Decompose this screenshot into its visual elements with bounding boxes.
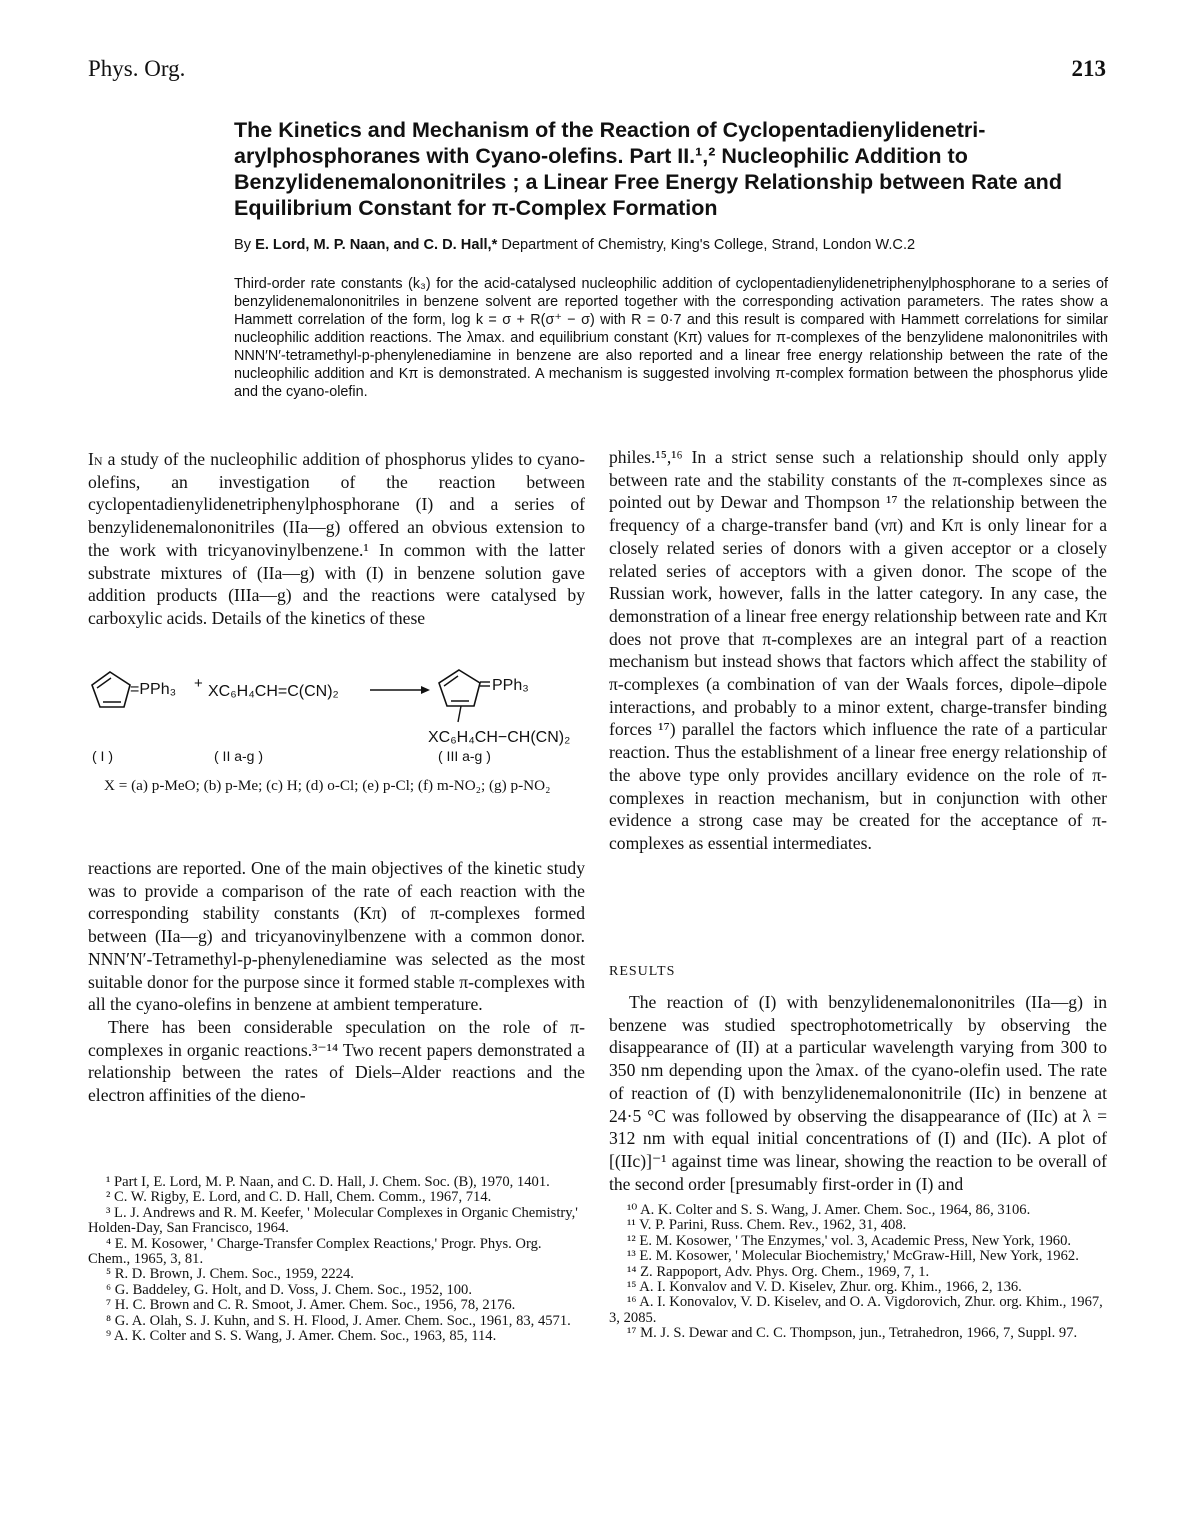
footnote: ¹⁰ A. K. Colter and S. S. Wang, J. Amer. Chem. Soc., 1964, 86, 3106. [627,1202,1031,1218]
footnote: ¹⁷ M. J. S. Dewar and C. C. Thompson, jun., Tetrahedron, 1966, 7, Suppl. 97. [627,1325,1078,1342]
reaction-arrow-head [421,686,430,694]
byline-prefix: By [234,237,252,253]
column-left [88,448,585,630]
results-paragraph: The reaction of (I) with benzylidenemalononitriles (IIa—g) in benzene was studied spectrophotometrically by observing the disappearance of (II) at a particular wavelength varying from 300 to 350 nm depending upon the λmax. of the cyano-olefin used. The rate of reaction of (I) with benzylidenemalononitrile (IIc) in benzene at 24·5 °C was followed by observing the disappearance of (IIc) at λ = 312 nm with equal initial concentrations of (I) and (IIc). A plot of [(IIc)]⁻¹ against time was linear, showing the reaction to be overall of the second order [presumably first-order in (I) and [609,992,1107,1194]
footnote: ⁶ G. Baddeley, G. Holt, and D. Voss, J. Chem. Soc., 1952, 100. [106,1281,473,1298]
byline [234,237,1114,253]
footnote: ¹⁶ A. I. Konovalov, V. D. Kiselev, and O. A. Vigdorovich, Zhur. org. Khim., 1967, 3, 2085. [609,1294,1103,1326]
reagent-1-label: =PPh₃ [130,681,177,698]
abstract: Third-order rate constants (k₃) for the acid-catalysed nucleophilic addition of cyclopentadienylidenetriphenylphosphorane to a series of benzylidenemalononitriles in benzene solvent are reported together with the corresponding activation parameters. The rates show a Hammett correlation of the form, log k = σ + R(σ⁺ − σ) with R = 0·7 and this result is compared with Hammett correlations for similar nucleophilic addition reactions. The λmax. and equilibrium constant (Kπ) values for π-complexes of the benzylidene malononitriles with NNN′N′-tetramethyl-p-phenylenediamine in benzene are also reported and a linear free energy relationship between the rate of the nucleophilic addition and Kπ is demonstrated. A mechanism is suggested involving π-complex formation between the phosphorus ylide and the cyano-olefin. [234,276,1108,400]
footnote: ¹⁵ A. I. Konvalov and V. D. Kiselev, Zhur. org. Khim., 1966, 2, 136. [627,1279,1022,1296]
footnote: ¹² E. M. Kosower, ' The Enzymes,' vol. 3, Academic Press, New York, 1960. [627,1232,1072,1249]
affiliation: Department of Chemistry, King's College, Strand, London W.C.2 [501,237,916,253]
page-number: 213 [1071,56,1106,81]
intro-paragraph-text: a study of the nucleophilic addition of phosphorus ylides to cyano-olefins, an investigation of the reaction between cyclopentadienylidenetriphenylphosphorane (I) and a series of benzylidenemalononitriles (IIa—g) offered an obvious extension to the work with tricyanovinylbenzene.¹ In common with the latter substrate mixtures of (IIa—g) with (I) in benzene solution gave addition products (IIIa—g) and the reactions were catalysed by carboxylic acids. Details of the kinetics of these [88,449,585,628]
footnote: ⁹ A. K. Colter and S. S. Wang, J. Amer. Chem. Soc., 1963, 85, 114. [106,1328,497,1345]
footnote: ³ L. J. Andrews and R. M. Keefer, ' Molecular Complexes in Organic Chemistry,' Holden-Day, San Francisco, 1964. [88,1204,578,1237]
objectives-paragraph: reactions are reported. One of the main objectives of the kinetic study was to provide a comparison of the rate of each reaction with the corresponding stability constants (Kπ) of π-complexes formed between (IIa—g) and tricyanovinylbenzene with a common donor. NNN′N′-Tetramethyl-p-phenylenediamine was selected as the most suitable donor for the purpose since it formed stable π-complexes with all the cyano-olefins in benzene at ambient temperature. [88,858,585,1015]
results-section [609,991,1107,1195]
drop-in-text: In [88,449,103,469]
reaction-scheme [88,664,588,764]
speculation-paragraph: There has been considerable speculation on the role of π-complexes in organic reactions.³⁻¹⁴ Two recent papers demonstrated a relationship between the rates of Diels–Alder reactions and the electron affinities of the dieno- [88,1016,585,1106]
footnote: ¹ Part I, E. Lord, M. P. Naan, and C. D. Hall, J. Chem. Soc. (B), 1970, 1401. [106,1174,550,1190]
footnotes-right [609,1203,1107,1342]
footnote: ⁸ G. A. Olah, S. J. Kuhn, and S. H. Flood, J. Amer. Chem. Soc., 1961, 83, 4571. [106,1312,571,1329]
footnote: ⁵ R. D. Brown, J. Chem. Soc., 1959, 2224. [106,1266,354,1283]
column-left-continued [88,857,585,1107]
reagent-2-label: XC₆H₄CH=C(CN)₂ [208,683,339,700]
substituent-legend: X = (a) p-MeO; (b) p-Me; (c) H; (d) o-Cl; (e) p-Cl; (f) m-NO₂; (g) p-NO₂ [104,777,551,794]
running-header-journal: Phys. Org. [88,56,186,81]
footnote: ⁴ E. M. Kosower, ' Charge-Transfer Complex Reactions,' Progr. Phys. Org. Chem., 1965, 3, 81. [88,1235,542,1268]
intro-paragraph [88,448,585,630]
discussion-paragraph: philes.¹⁵,¹⁶ In a strict sense such a relationship should only apply between rate and the stability constants of the π-complexes since as pointed out by Dewar and Thompson ¹⁷ the relationship between the frequency of a charge-transfer band (νπ) and Kπ is only linear for a closely related series of donors with a given acceptor or a closely related series of acceptors with a given donor. The scope of the Russian work, however, falls in the latter category. In any case, the demonstration of a linear free energy relationship between rate and Kπ does not prove that π-complexes are an integral part of a reaction mechanism but instead shows that factors which affect the stability of π-complexes (a combination of van der Waals forces, dipole–dipole interactions, and probably to a minor extent, charge-transfer binding forces ¹⁷) parallel the factors which influence the rate of a particular reaction. Thus the establishment of a linear free energy relationship of the above type only provides ancillary evidence on the role of π-complexes in reaction mechanism, but in conjunction with other evidence a strong case may be created for the acceptance of π-complexes as essential intermediates. [609,447,1107,853]
product-bond-to-chain [458,706,461,722]
product-ppp3-label: PPh₃ [492,677,529,694]
article-title: The Kinetics and Mechanism of the Reaction of Cyclopentadienylidenetri-arylphosphoranes with Cyano-olefins. Part II.¹,² Nucleophilic Addition to Benzylidenemalononitriles ; a Linear Free Energy Relationship between Rate and Equilibrium Constant for π-Complex Formation [234,118,1062,220]
authors: E. Lord, M. P. Naan, and C. D. Hall,* [255,237,498,253]
column-right [609,446,1107,855]
product-chain-label: XC₆H₄CH−CH(CN)₂ [428,729,571,746]
footnote: ⁷ H. C. Brown and C. R. Smoot, J. Amer. Chem. Soc., 1956, 78, 2176. [106,1297,516,1314]
footnote: ² C. W. Rigby, E. Lord, and C. D. Hall, Chem. Comm., 1967, 714. [106,1189,492,1206]
compound-label-3: ( III a-g ) [438,748,491,764]
compound-label-1: ( I ) [92,748,113,764]
footnotes-left [88,1175,585,1344]
results-heading: RESULTS [609,964,676,979]
compound-label-2: ( II a-g ) [214,748,264,764]
footnote: ¹⁴ Z. Rappoport, Adv. Phys. Org. Chem., 1969, 7, 1. [627,1263,930,1280]
plus-sign: + [194,675,203,692]
footnote: ¹³ E. M. Kosower, ' Molecular Biochemistry,' McGraw-Hill, New York, 1962. [627,1248,1079,1265]
footnote: ¹¹ V. P. Parini, Russ. Chem. Rev., 1962, 31, 408. [627,1217,907,1234]
